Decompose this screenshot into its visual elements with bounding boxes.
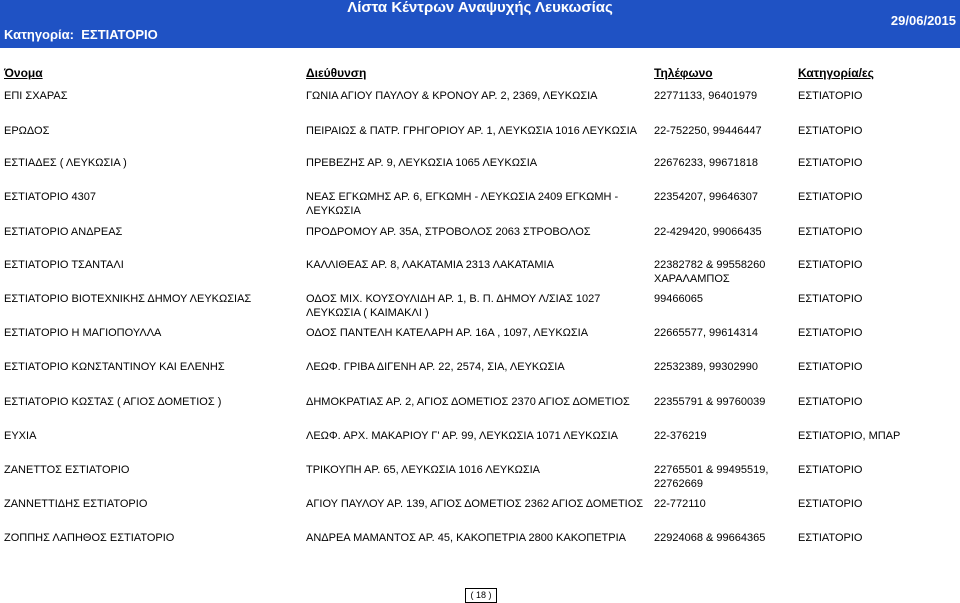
row-category: ΕΣΤΙΑΤΟΡΙΟ: [798, 361, 863, 373]
row-phone: 22-772110: [654, 498, 706, 510]
row-name: ΕΥΧΙΑ: [4, 430, 37, 442]
row-name: ΕΣΤΙΑΤΟΡΙΟ ΚΩΝΣΤΑΝΤΙΝΟΥ ΚΑΙ ΕΛΕΝΗΣ: [4, 361, 225, 373]
row-phone: 22665577, 99614314: [654, 327, 758, 339]
row-category: ΕΣΤΙΑΤΟΡΙΟ: [798, 498, 863, 510]
row-address: ΛΕΩΦ. ΓΡΙΒΑ ΔΙΓΕΝΗ ΑΡ. 22, 2574, ΣΙΑ, ΛΕΥΚΩΣΙΑ: [306, 361, 565, 373]
header-banner: [0, 0, 960, 48]
row-address: ΟΔΟΣ ΜΙΧ. ΚΟΥΣΟΥΛΙΔΗ ΑΡ. 1, Β. Π. ΔΗΜΟΥ Λ/ΣΙΑΣ 1027 ΛΕΥΚΩΣΙΑ ( ΚΑΙΜΑΚΛΙ ): [306, 293, 601, 319]
row-phone: 22382782 & 99558260 ΧΑΡΑΛΑΜΠΟΣ: [654, 259, 766, 285]
row-address: ΚΑΛΛΙΘΕΑΣ ΑΡ. 8, ΛΑΚΑΤΑΜΙΑ 2313 ΛΑΚΑΤΑΜΙΑ: [306, 259, 554, 271]
row-address: ΔΗΜΟΚΡΑΤΙΑΣ ΑΡ. 2, ΑΓΙΟΣ ΔΟΜΕΤΙΟΣ 2370 ΑΓΙΟΣ ΔΟΜΕΤΙΟΣ: [306, 396, 630, 408]
row-name: ΕΣΤΙΑΤΟΡΙΟ ΑΝΔΡΕΑΣ: [4, 226, 123, 238]
row-phone: 22-429420, 99066435: [654, 226, 762, 238]
category-filter: [4, 27, 158, 42]
row-phone: 22765501 & 99495519, 22762669: [654, 464, 769, 490]
row-category: ΕΣΤΙΑΤΟΡΙΟ: [798, 327, 863, 339]
row-phone: 22-376219: [654, 430, 707, 442]
page-number: ( 18 ): [465, 588, 497, 603]
category-value: ΕΣΤΙΑΤΟΡΙΟ: [81, 27, 158, 42]
column-header-phone: Τηλέφωνο: [654, 66, 713, 80]
row-address: ΟΔΟΣ ΠΑΝΤΕΛΗ ΚΑΤΕΛΑΡΗ ΑΡ. 16Α , 1097, ΛΕΥΚΩΣΙΑ: [306, 327, 589, 339]
row-address: ΠΡΟΔΡΟΜΟΥ ΑΡ. 35Α, ΣΤΡΟΒΟΛΟΣ 2063 ΣΤΡΟΒΟΛΟΣ: [306, 226, 591, 238]
row-category: ΕΣΤΙΑΤΟΡΙΟ: [798, 396, 863, 408]
row-category: ΕΣΤΙΑΤΟΡΙΟ: [798, 293, 863, 305]
row-name: ΕΣΤΙΑΔΕΣ ( ΛΕΥΚΩΣΙΑ ): [4, 157, 127, 169]
row-phone: 22924068 & 99664365: [654, 532, 766, 544]
row-category: ΕΣΤΙΑΤΟΡΙΟ: [798, 259, 863, 271]
row-category: ΕΣΤΙΑΤΟΡΙΟ: [798, 90, 863, 102]
row-name: ΕΣΤΙΑΤΟΡΙΟ ΒΙΟΤΕΧΝΙΚΗΣ ΔΗΜΟΥ ΛΕΥΚΩΣΙΑΣ: [4, 293, 252, 305]
row-name: ΕΣΤΙΑΤΟΡΙΟ Η ΜΑΓΙΟΠΟΥΛΛΑ: [4, 327, 162, 339]
category-label: Κατηγορία:: [4, 27, 74, 42]
column-header-name: Όνομα: [4, 66, 43, 80]
row-category: ΕΣΤΙΑΤΟΡΙΟ, ΜΠΑΡ: [798, 430, 901, 442]
row-name: ΕΠΙ ΣΧΑΡΑΣ: [4, 90, 68, 102]
row-phone: 22354207, 99646307: [654, 191, 758, 203]
document-title: Λίστα Κέντρων Αναψυχής Λευκωσίας: [347, 0, 613, 16]
report-date: 29/06/2015: [890, 13, 956, 28]
row-address: ΝΕΑΣ ΕΓΚΩΜΗΣ ΑΡ. 6, ΕΓΚΩΜΗ - ΛΕΥΚΩΣΙΑ 2409 ΕΓΚΩΜΗ - ΛΕΥΚΩΣΙΑ: [306, 191, 619, 217]
row-name: ΕΣΤΙΑΤΟΡΙΟ ΤΣΑΝΤΑΛΙ: [4, 259, 124, 271]
row-name: ΕΣΤΙΑΤΟΡΙΟ 4307: [4, 191, 96, 203]
row-category: ΕΣΤΙΑΤΟΡΙΟ: [798, 532, 863, 544]
row-phone: 22676233, 99671818: [654, 157, 758, 169]
row-name: ΖΑΝΝΕΤΤΙΔΗΣ ΕΣΤΙΑΤΟΡΙΟ: [4, 498, 148, 510]
row-category: ΕΣΤΙΑΤΟΡΙΟ: [798, 226, 863, 238]
row-phone: 22355791 & 99760039: [654, 396, 766, 408]
row-category: ΕΣΤΙΑΤΟΡΙΟ: [798, 464, 863, 476]
row-phone: 22-752250, 99446447: [654, 125, 762, 137]
row-address: ΛΕΩΦ. ΑΡΧ. ΜΑΚΑΡΙΟΥ Γ' ΑΡ. 99, ΛΕΥΚΩΣΙΑ 1071 ΛΕΥΚΩΣΙΑ: [306, 430, 618, 442]
row-name: ΖΟΠΠΗΣ ΛΑΠΗΘΟΣ ΕΣΤΙΑΤΟΡΙΟ: [4, 532, 175, 544]
row-address: ΠΡΕΒΕΖΗΣ ΑΡ. 9, ΛΕΥΚΩΣΙΑ 1065 ΛΕΥΚΩΣΙΑ: [306, 157, 538, 169]
row-phone: 99466065: [654, 293, 703, 305]
row-phone: 22771133, 96401979: [654, 90, 758, 102]
row-address: ΠΕΙΡΑΙΩΣ & ΠΑΤΡ. ΓΡΗΓΟΡΙΟΥ ΑΡ. 1, ΛΕΥΚΩΣΙΑ 1016 ΛΕΥΚΩΣΙΑ: [306, 125, 638, 137]
row-category: ΕΣΤΙΑΤΟΡΙΟ: [798, 125, 863, 137]
column-header-category: Κατηγορία/ες: [798, 66, 874, 80]
row-address: ΤΡΙΚΟΥΠΗ ΑΡ. 65, ΛΕΥΚΩΣΙΑ 1016 ΛΕΥΚΩΣΙΑ: [306, 464, 541, 476]
column-header-address: Διεύθυνση: [306, 66, 367, 80]
row-phone: 22532389, 99302990: [654, 361, 758, 373]
row-address: ΓΩΝΙΑ ΑΓΙΟΥ ΠΑΥΛΟΥ & ΚΡΟΝΟΥ ΑΡ. 2, 2369, ΛΕΥΚΩΣΙΑ: [306, 90, 598, 102]
row-category: ΕΣΤΙΑΤΟΡΙΟ: [798, 191, 863, 203]
row-name: ΕΡΩΔΟΣ: [4, 125, 50, 137]
row-name: ΖΑΝΕΤΤΟΣ ΕΣΤΙΑΤΟΡΙΟ: [4, 464, 130, 476]
row-address: ΑΝΔΡΕΑ ΜΑΜΑΝΤΟΣ ΑΡ. 45, ΚΑΚΟΠΕΤΡΙΑ 2800 ΚΑΚΟΠΕΤΡΙΑ: [306, 532, 626, 544]
row-name: ΕΣΤΙΑΤΟΡΙΟ ΚΩΣΤΑΣ ( ΑΓΙΟΣ ΔΟΜΕΤΙΟΣ ): [4, 396, 222, 408]
row-address: ΑΓΙΟΥ ΠΑΥΛΟΥ ΑΡ. 139, ΑΓΙΟΣ ΔΟΜΕΤΙΟΣ 2362 ΑΓΙΟΣ ΔΟΜΕΤΙΟΣ: [306, 498, 644, 510]
row-category: ΕΣΤΙΑΤΟΡΙΟ: [798, 157, 863, 169]
